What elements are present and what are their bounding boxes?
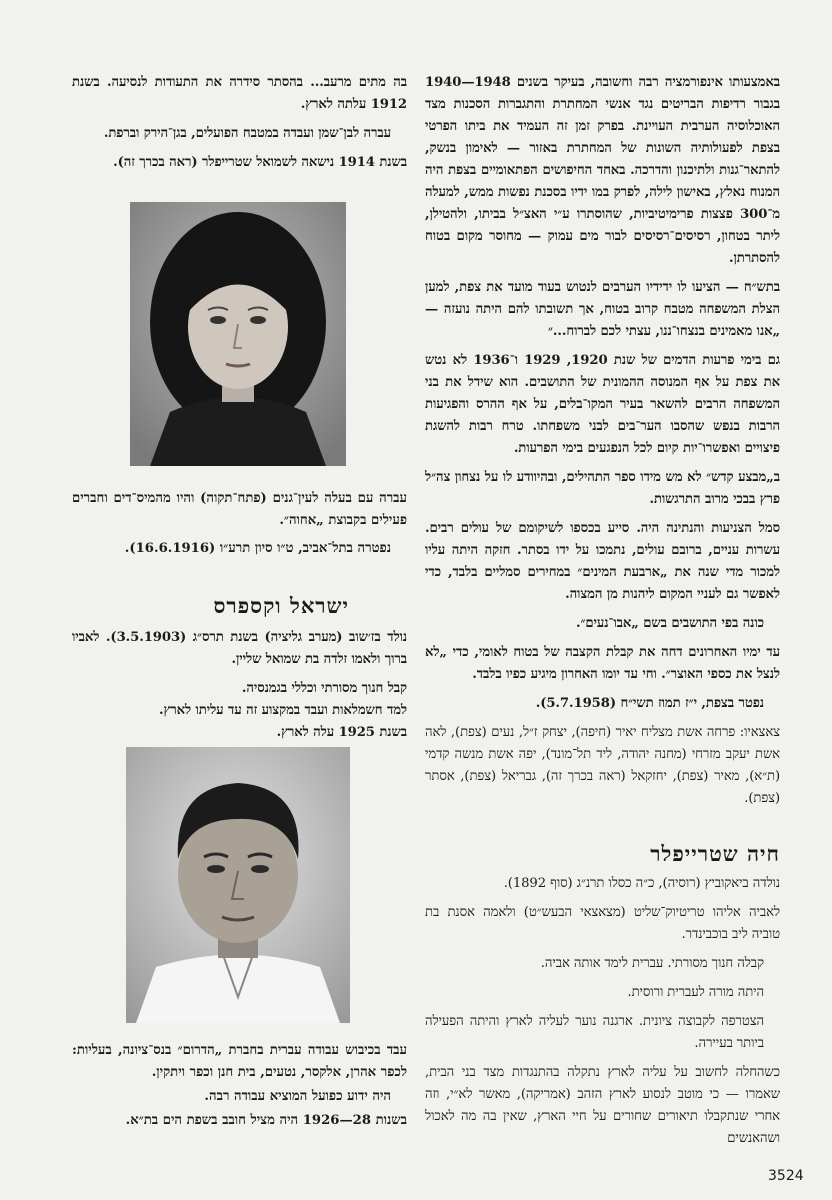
paragraph: נולדה ביאקוביץ (רוסיה), כ״ה כסלו תרנ״ג (סוף 1892). [503, 876, 780, 891]
paragraph: קבל חנוך מסורתי וכללי בגמנסיה. [241, 681, 407, 696]
portrait-photo-woman [130, 202, 346, 466]
paragraph: כשהחלה לחשוב על עליה לארץ נתקלה בהתנגדות מצד בני הבית, שאמרו — כי מוטב לנסוע לארץ הזהב (אמריקה), מאשר לא״י, וזה אחרי שנתקבלו תיאורים שחורים על חיי הארץ, שאין בה מה לאכול ושהאנשים [425, 1065, 780, 1146]
paragraph: בה מתים מרעב... בהסתר סידרה את התעודות לנסיעה. בשנת 1912 עלתה לארץ. [72, 75, 407, 112]
caption-paragraph: עברה עם בעלה לעין־גנים (פתח־תקוה) והיו מהמיס־דים וחברים פעילים בקבוצת „אחוה״. [72, 491, 407, 528]
caption-paragraph: נפטרה בתל־אביב, ט״ו סיון תרע״ו (16.6.1916). [124, 541, 391, 556]
descendants-paragraph: צאצאיו: פרחה אשת מצליח יאיר (חיפה), יצחק ז״ל, נעים (צפת), לאה אשת יעקב מזרחי (מחנה יהודה, ליד תל־מונד), יפה אשת מנשה קדמי (ת״א), מאיר (צפת), יחזקאל (ראה בכרך זה), גבריאל (צפת), אסתר (צפת). [425, 725, 780, 806]
paragraph: נפטר בצפת, י״ז תמוז תשי״ח (5.7.1958). [535, 696, 764, 711]
paragraph: בשנת 1914 נישאה לשמואל שטרייפלר (ראה בכרך זה). [113, 155, 407, 170]
portrait-woman-image [130, 202, 346, 466]
left-column-top [72, 72, 407, 181]
paragraph: בתש״ח — הציעו לו ידידיו הערבים לנטוש בעוד מועד את צפת, למען הצלת המשפחה מטבח קרוב בטוח, אך תשובתו להם היתה נועזה — „אנו מאמינים בנצחו־ננו, עצתי לכם לברוח...״ [425, 280, 780, 339]
paragraph: עברה לבן־שמן ועבדה במטבח הפועלים, בגן־הירק וברפת. [103, 126, 391, 141]
paragraph: באמצעותו אינפורמציה רבה וחשובה, בעיקר בשנים 1948—1940 בגבור רדיפות הבריטים נגד אנשי המחתרת והתגברות הסכנות מצד האוכלוסיה הערבית העויינת. בפרק זמן זה העמיד את ביתו הפרטי בצפת לפעולותיה השונות של המחתרת באזור — לאימון בנשק, להתאר־גנות ולתיכנון והדרכה. באחד החיפושים הפתאומיים בצפת היה המנוח נאלץ, באישון לילה, לפרק במו ידיו בסכנת נפשות ממש, למעלה מ־300 פצצות פרימיטיביות, שהוסתרו ע״י האצ״ל בביתו, ולהטילן, ליתר בטחון, רסיסים־רסיסים לבור מים עמוק — מחוסר מקום בטוח להסתרתן. [425, 75, 780, 266]
paragraph: הצטרפה לקבוצה ציונית. ארגנה נוער לעליה לארץ והיתה הפעילה ביותר בעיירה. [425, 1014, 764, 1051]
paragraph: למד חשמלאות ועבד במקצוע זה עד עליתו לארץ. [158, 703, 407, 718]
paragraph: קבלה חנוך מסורתי. עברית לימד אותה אביה. [540, 956, 764, 971]
right-column [425, 72, 780, 1157]
paragraph: היתה מורה לעברית ורוסית. [627, 985, 764, 1000]
paragraph: בשנת 1925 עלה לארץ. [276, 725, 407, 740]
left-column-middle [72, 595, 407, 751]
portrait-man-image [126, 747, 350, 1023]
caption-paragraph: היה ידוע כפועל המוציא עבודה רבה. [204, 1089, 391, 1104]
portrait-photo-man [126, 747, 350, 1023]
paragraph: ב„מבצע קדש״ לא מש מידו ספר התהילים, ובהיוודע לו על נצחון צה״ל פרץ בבכי מרוב התרגשות. [425, 470, 780, 507]
caption-paragraph: בשנות 28—1926 היה מציל חובב בשפת הים בת״א. [125, 1113, 407, 1128]
paragraph: כונה בפי התושבים בשם „אבו־נעים״. [575, 616, 764, 631]
paragraph: עד ימיו האחרונים דחה את קבלת הקצבה של בטוח לאומי, כדי „לא לנצל את כספי האוצר״. וחי עד יומו האחרון מיגיע כפיו בלבד. [425, 645, 780, 682]
section-heading: חיה שטרייפלר [650, 841, 780, 866]
page-number: 3524 [768, 1168, 804, 1184]
section-heading: ישראל וקספרס [213, 593, 349, 618]
paragraph: גם בימי פרעות הדמים של שנת 1920, 1929 ו־1936 לא נטש את צפת על אף המנוסה ההמונית של התושבים. הוא שידל את בני המשפחה הרבים להשאר בעיר המקו־בלים, על אף ההרס והפגיעות הרבות בנפש שהסבו הער־בים לבני משפחתו. טרח רבות להשגת פיצויים ואפשרו־יות קיום לכל הנפגעים בימי הפרעות. [425, 353, 780, 456]
caption-paragraph: עבד בכיבוש עבודה עברית בחברת „הדרום״ בנס־ציונה, בעליות: לכפר אהרן, אלקסר, נטעים, בית חנן וכפר ויתקין. [72, 1043, 407, 1080]
caption-block-1 [72, 488, 407, 560]
paragraph: סמל הצניעות והנתינה היה. סייע בכספו לשיקומם של עולים רבים. עשרות עניים, ברובם עולים, נתמכו על ידו בסתר. חזקה היתה עליו למכור מדי שנה את „ארבעת המינים״ במחירים סמליים בלבד, כדי לאפשר גם לעניי המקום ליהנות מן המצוה. [425, 521, 780, 602]
caption-block-2 [72, 1040, 407, 1132]
paragraph: נולד בז׳שוב (מערב גליציה) בשנת תרס״ג (3.5.1903). לאביו ברוך ולאמו זלדה בת שמואל שליין. [72, 630, 407, 667]
paragraph: לאביה אליהו טריטיוק־שליט (מצאצאי הבעש״ט) ולאמה אסנת בת טוביה ליב בוכבינדר. [425, 905, 780, 942]
